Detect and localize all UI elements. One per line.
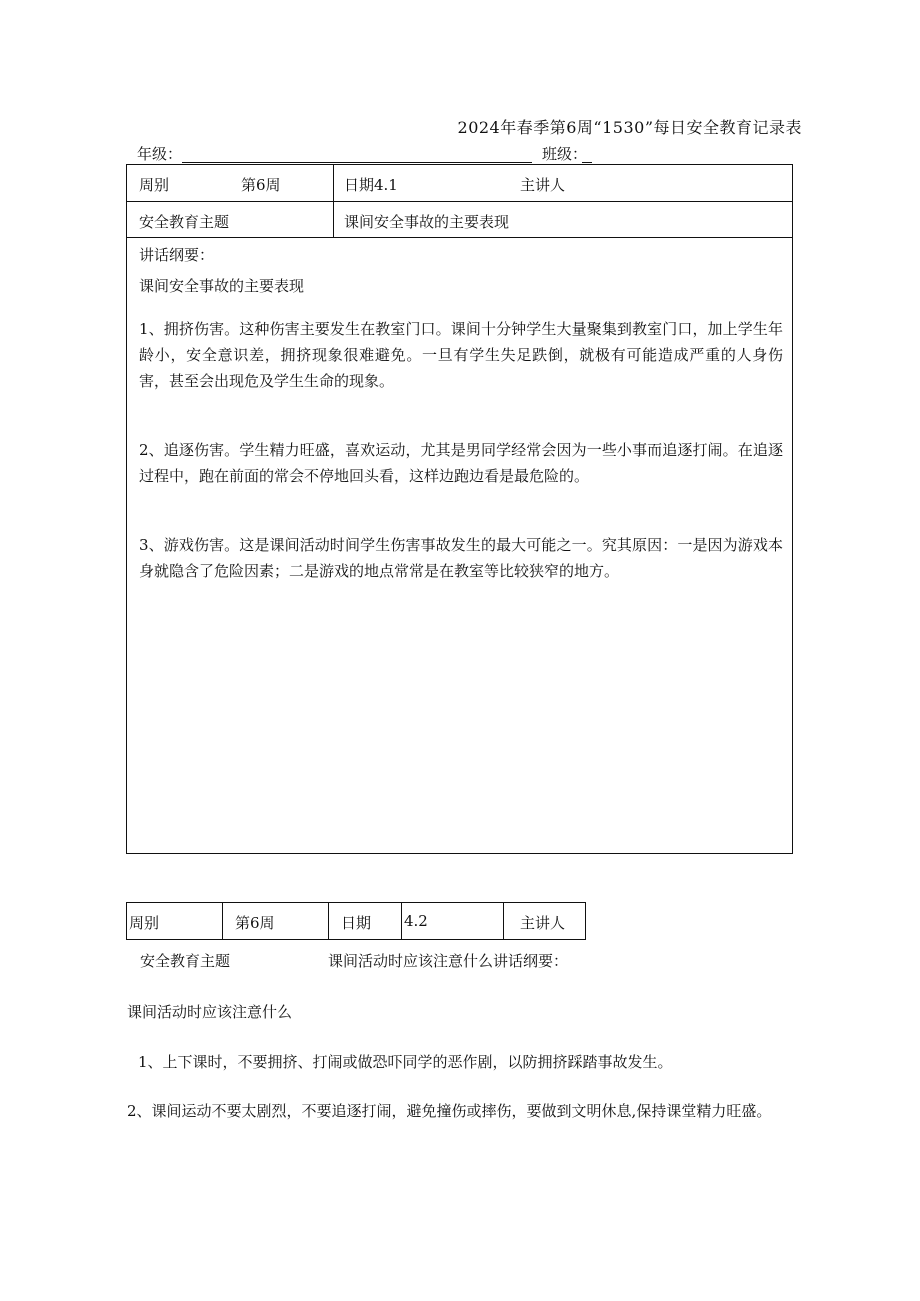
grade-label: 年级： — [137, 145, 183, 163]
week-value: 第6周 — [235, 914, 275, 932]
column-divider — [328, 903, 329, 939]
outline-body — [139, 273, 783, 584]
week-value: 第6周 — [241, 176, 281, 194]
record-table-2 — [126, 902, 586, 940]
outline-paragraph: 3、游戏伤害。这是课间活动时间学生伤害事故发生的最大可能之一。究其原因：一是因为游戏本身就隐含了危险因素；二是游戏的地点常常是在教室等比较狭窄的地方。 — [139, 536, 783, 580]
class-label: 班级： — [542, 145, 588, 163]
row-divider — [127, 237, 792, 238]
row-divider — [127, 201, 792, 202]
date-value: 4.2 — [404, 912, 428, 930]
topic-value: 课间安全事故的主要表现 — [344, 213, 510, 231]
topic-line: 课间活动时应该注意什么讲话纲要： — [328, 952, 569, 970]
column-divider — [222, 903, 223, 939]
date-label: 日期 — [341, 914, 372, 932]
speaker-label: 主讲人 — [520, 914, 566, 932]
topic-label: 安全教育主题 — [140, 952, 231, 970]
column-divider — [401, 903, 402, 939]
outline-heading: 课间安全事故的主要表现 — [139, 277, 305, 295]
week-label: 周别 — [139, 176, 170, 194]
column-divider — [333, 165, 334, 237]
column-divider — [503, 903, 504, 939]
note-paragraph: 1、上下课时，不要拥挤、打闹或做恐吓同学的恶作剧，以防拥挤踩踏事故发生。 — [138, 1053, 673, 1071]
grade-fill-line — [182, 162, 532, 163]
date-value: 日期4.1 — [344, 176, 398, 194]
outline-paragraph: 2、追逐伤害。学生精力旺盛，喜欢运动，尤其是男同学经常会因为一些小事而追逐打闹。在追逐过程中，跑在前面的常会不停地回头看，这样边跑边看是最危险的。 — [139, 441, 783, 485]
outline-paragraph: 1、拥挤伤害。这种伤害主要发生在教室门口。课间十分钟学生大量聚集到教室门口，加上学生年龄小，安全意识差，拥挤现象很难避免。一旦有学生失足跌倒，就极有可能造成严重的人身伤害，甚至会出现危及学生生命的现象。 — [139, 320, 783, 390]
record-table-1 — [126, 164, 793, 854]
section-heading: 课间活动时应该注意什么 — [127, 1003, 293, 1021]
topic-label: 安全教育主题 — [139, 213, 230, 231]
document-title: 2024年春季第6周“1530”每日安全教育记录表 — [457, 118, 802, 137]
class-fill-line — [582, 162, 592, 163]
outline-label: 讲话纲要： — [139, 246, 215, 264]
week-label: 周别 — [129, 914, 160, 932]
speaker-label: 主讲人 — [520, 176, 566, 194]
note-paragraph: 2、课间运动不要太剧烈，不要追逐打闹，避免撞伤或摔伤，要做到文明休息,保持课堂精力旺盛。 — [127, 1102, 772, 1120]
